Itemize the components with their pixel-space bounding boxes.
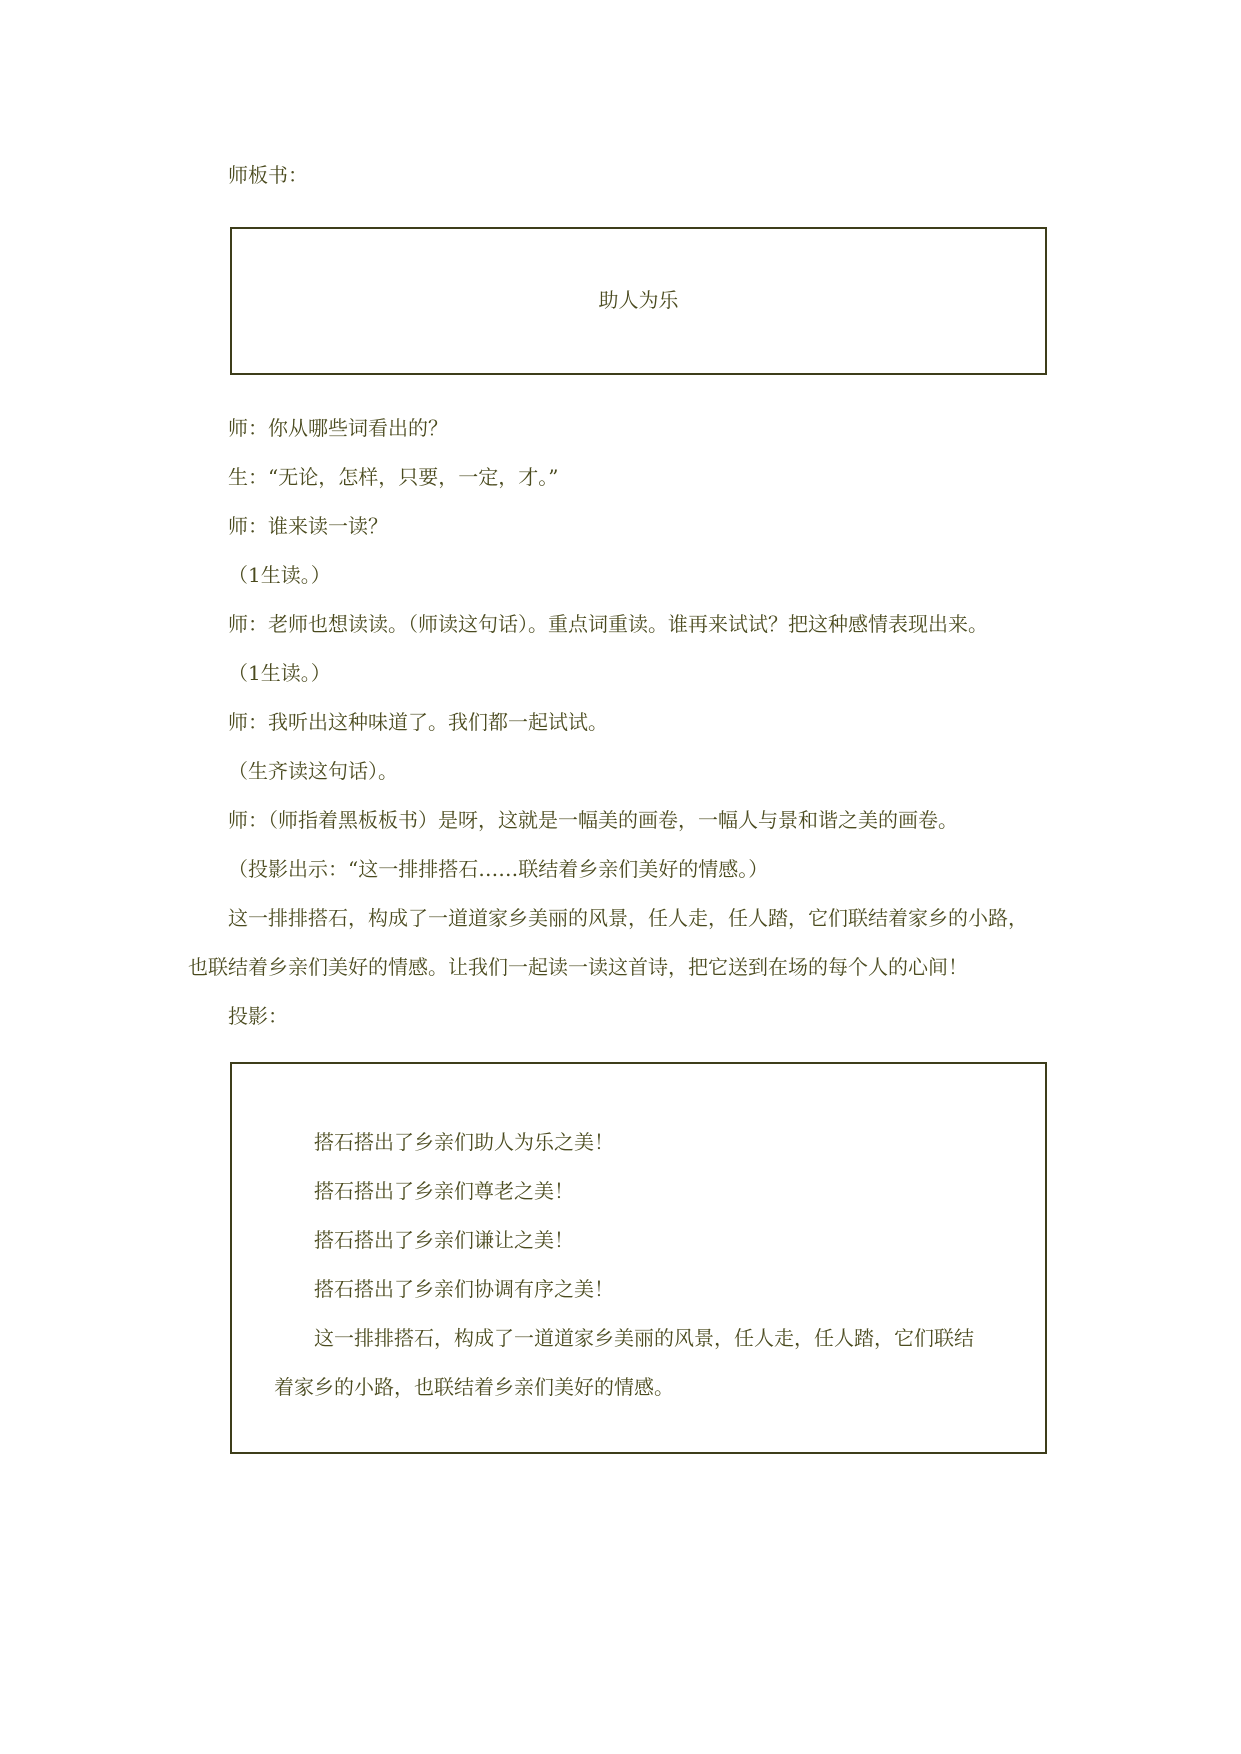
dialogue-line: 师：你从哪些词看出的？ [228,416,448,440]
dialogue-line: 师：谁来读一读？ [228,514,388,538]
projection-line: 搭石搭出了乡亲们谦让之美！ [314,1228,574,1252]
projection-heading: 投影： [228,1004,288,1028]
dialogue-line: 师：我听出这种味道了。我们都一起试试。 [228,710,608,734]
projection-closing-line-2: 着家乡的小路，也联结着乡亲们美好的情感。 [274,1375,674,1399]
board-text: 助人为乐 [598,288,679,312]
board-box [230,227,1047,375]
projection-line: 搭石搭出了乡亲们尊老之美！ [314,1179,574,1203]
projection-closing-line-1: 这一排排搭石，构成了一道道家乡美丽的风景，任人走，任人踏，它们联结 [314,1326,974,1350]
dialogue-line: （生齐读这句话）。 [228,759,398,783]
dialogue-line: 师：（师指着黑板板书）是呀，这就是一幅美的画卷，一幅人与景和谐之美的画卷。 [228,808,958,832]
board-heading: 师板书： [228,163,308,187]
dialogue-line: 生：“无论，怎样，只要，一定，才。” [228,465,559,489]
projection-box [230,1062,1047,1454]
dialogue-line: 师：老师也想读读。（师读这句话）。重点词重读。谁再来试试？把这种感情表现出来。 [228,612,988,636]
projection-line: 搭石搭出了乡亲们助人为乐之美！ [314,1130,614,1154]
dialogue-line: （1生读。） [228,661,331,685]
paragraph-line-1: 这一排排搭石，构成了一道道家乡美丽的风景，任人走，任人踏，它们联结着家乡的小路， [228,906,1028,930]
paragraph-line-2: 也联结着乡亲们美好的情感。让我们一起读一读这首诗，把它送到在场的每个人的心间！ [188,955,968,979]
dialogue-line: （投影出示：“这一排排搭石……联结着乡亲们美好的情感。） [228,857,769,881]
projection-line: 搭石搭出了乡亲们协调有序之美！ [314,1277,614,1301]
dialogue-line: （1生读。） [228,563,331,587]
